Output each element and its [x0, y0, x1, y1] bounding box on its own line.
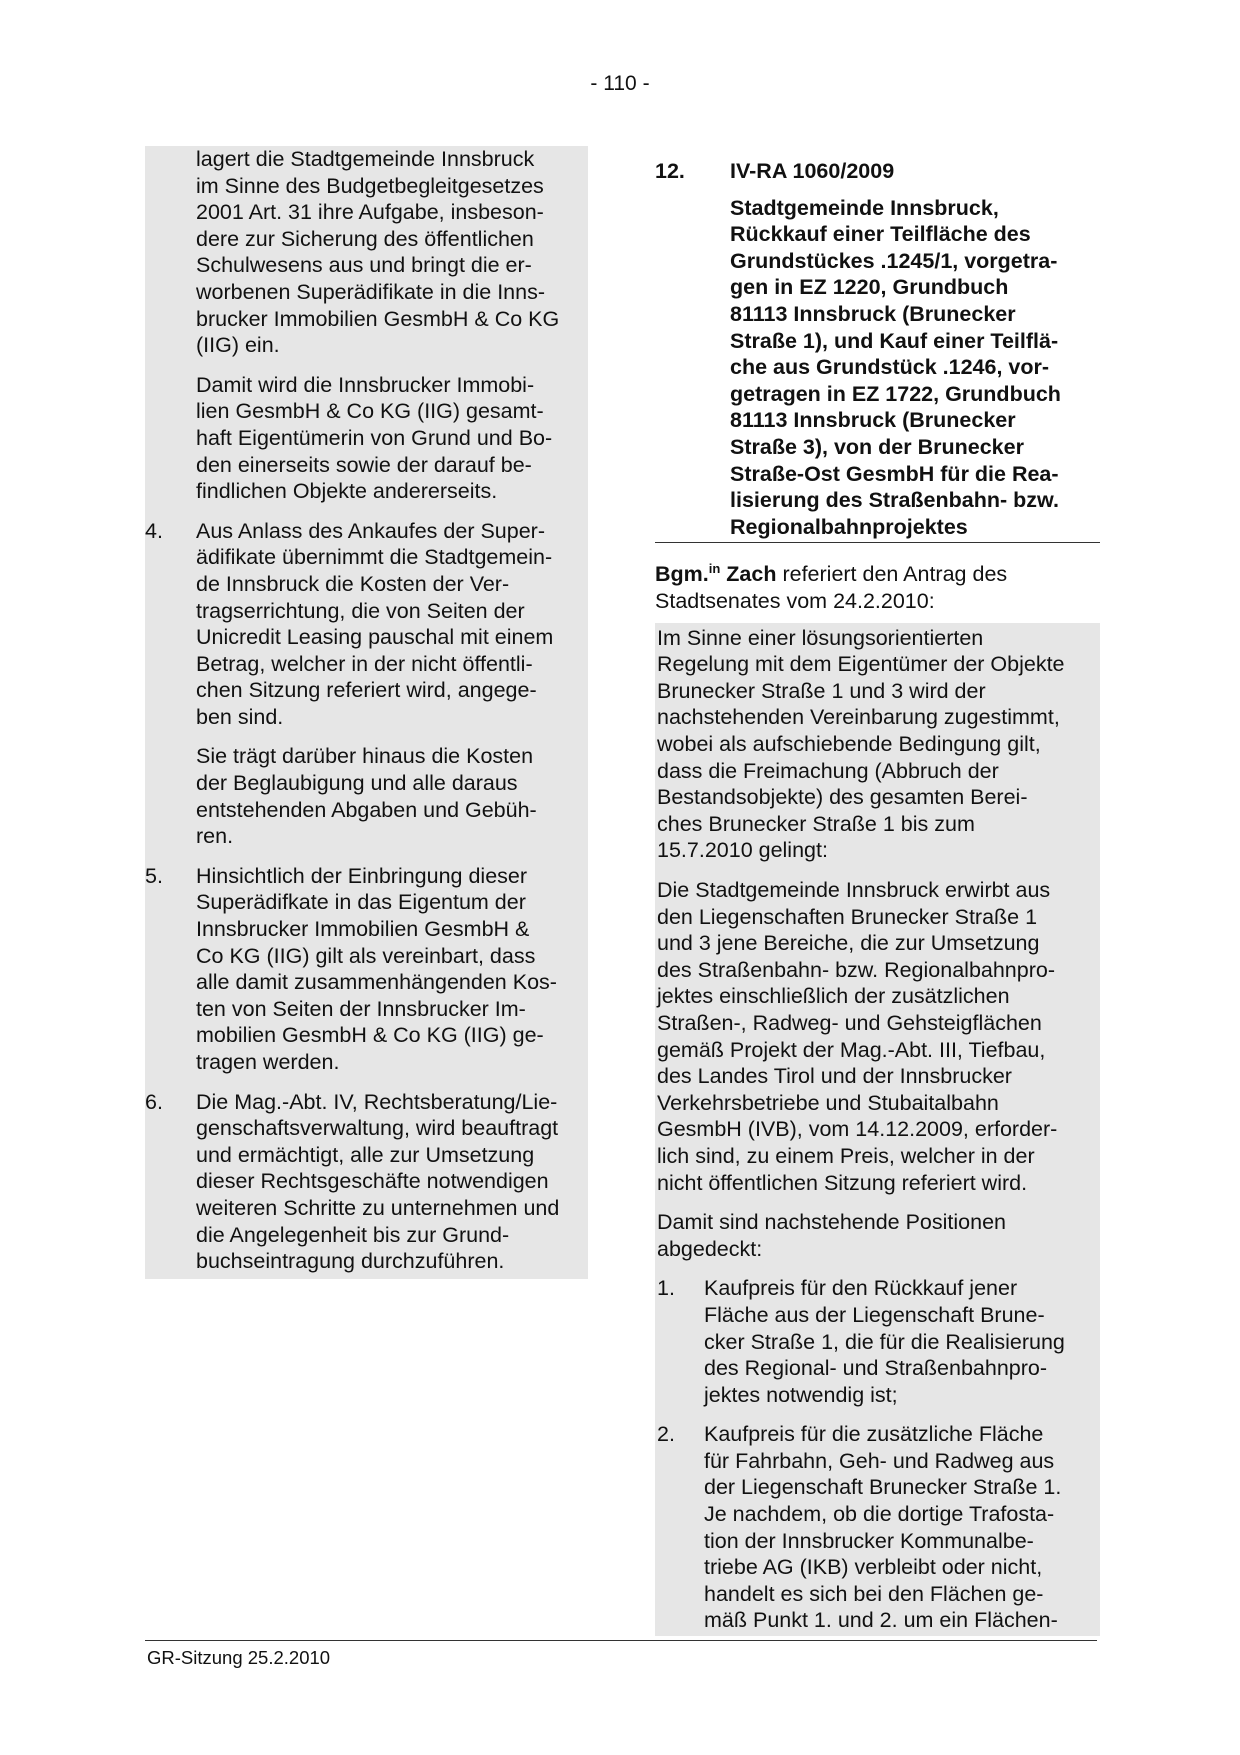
text-line: tion der Innsbrucker Kommunalbe-: [704, 1528, 1034, 1553]
text-line: ten von Seiten der Innsbrucker Im-: [196, 996, 526, 1021]
text-line: Superädifkate in das Eigentum der: [196, 890, 526, 915]
text-line: ädifikate übernimmt die Stadtgemein-: [196, 545, 553, 570]
text-line: der Liegenschaft Brunecker Straße 1.: [704, 1475, 1062, 1500]
title-line: lisierung des Straßenbahn- bzw.: [730, 488, 1059, 513]
agenda-title: [655, 195, 1100, 544]
text-line: Im Sinne einer lösungsorientierten: [657, 625, 984, 650]
list-item-number: 1.: [657, 1276, 675, 1301]
text-line: nicht öffentlichen Sitzung referiert wird.: [657, 1170, 1028, 1195]
text-line: tragen werden.: [196, 1050, 340, 1074]
text-line: des Straßenbahn- bzw. Regionalbahnpro-: [657, 957, 1056, 982]
text-line: und ermächtigt, alle zur Umsetzung: [196, 1142, 535, 1167]
text-line: Fläche aus der Liegenschaft Brune-: [704, 1302, 1045, 1327]
text-line: den einerseits sowie der darauf be-: [196, 452, 532, 477]
text-line: brucker Immobilien GesmbH & Co KG: [196, 306, 560, 331]
title-line: Grundstückes .1245/1, vorgetra-: [730, 248, 1058, 273]
text-line: buchseintragung durchzuführen.: [196, 1249, 505, 1274]
text-line: für Fahrbahn, Geh- und Radweg aus: [704, 1448, 1055, 1473]
text-line: nachstehenden Vereinbarung zugestimmt,: [657, 705, 1060, 730]
text-line: GesmbH (IVB), vom 14.12.2009, erforder-: [657, 1117, 1058, 1142]
motion-text: [655, 623, 1100, 1636]
list-item-text: [704, 1275, 1098, 1408]
text-line: worbenen Superädifikate in die Inns-: [196, 279, 545, 304]
motion-list-item: [657, 1421, 1098, 1634]
title-line: Rückkauf einer Teilfläche des: [730, 222, 1031, 247]
continuation-paragraph: [145, 372, 588, 505]
text-line: genschaftsverwaltung, wird beauftragt: [196, 1116, 559, 1141]
list-item-text: [196, 518, 588, 850]
agenda-number: 12.: [655, 159, 685, 183]
text-line: tragserrichtung, die von Seiten der: [196, 598, 525, 623]
list-item-5: [145, 863, 588, 1076]
text-line: Hinsichtlich der Einbringung dieser: [196, 863, 528, 888]
right-column: [655, 158, 1100, 1636]
text-line: ben sind.: [196, 704, 284, 729]
text-line: Regelung mit dem Eigentümer der Objekte: [657, 652, 1065, 677]
list-item-number: 6.: [145, 1089, 163, 1114]
text-line: Die Stadtgemeinde Innsbruck erwirbt aus: [657, 878, 1051, 902]
list-item-text: [704, 1421, 1098, 1634]
text-line: Betrag, welcher in der nicht öffentli-: [196, 651, 533, 676]
text-line: lien GesmbH & Co KG (IIG) gesamt-: [196, 399, 544, 424]
footer: GR-Sitzung 25.2.2010: [147, 1647, 331, 1668]
text-line: des Regional- und Straßenbahnpro-: [704, 1356, 1048, 1381]
motion-paragraph: [657, 625, 1098, 864]
text-line: mobilien GesmbH & Co KG (IIG) ge-: [196, 1023, 544, 1048]
text-line: Aus Anlass des Ankaufes der Super-: [196, 518, 545, 543]
text-line: im Sinne des Budgetbegleitgesetzes: [196, 173, 544, 198]
text-line: Unicredit Leasing pauschal mit einem: [196, 625, 554, 650]
text-line: Stadtsenates vom 24.2.2010:: [655, 589, 935, 614]
text-line: mäß Punkt 1. und 2. um ein Flächen-: [704, 1608, 1058, 1633]
left-column: [145, 146, 588, 1279]
text-line: jektes notwendig ist;: [704, 1382, 898, 1407]
text-line: triebe AG (IKB) verbleibt oder nicht,: [704, 1555, 1043, 1580]
list-item-number: 2.: [657, 1422, 675, 1447]
text-line: weiteren Schritte zu unternehmen und: [196, 1195, 560, 1220]
text-line: 2001 Art. 31 ihre Aufgabe, insbeson-: [196, 200, 544, 225]
title-line: Straße 1), und Kauf einer Teilflä-: [730, 328, 1059, 353]
title-line: Regionalbahnprojektes: [730, 514, 968, 539]
text-line: handelt es sich bei den Flächen ge-: [704, 1581, 1044, 1606]
text-line: 15.7.2010 gelingt:: [657, 838, 828, 863]
text-line: ren.: [196, 824, 234, 849]
title-line: che aus Grundstück .1246, vor-: [730, 355, 1050, 380]
text-line: dere zur Sicherung des öffentlichen: [196, 226, 534, 251]
text-line: Brunecker Straße 1 und 3 wird der: [657, 678, 986, 703]
text-line: Die Mag.-Abt. IV, Rechtsberatung/Lie-: [196, 1089, 558, 1114]
text-line: abgedeckt:: [657, 1236, 763, 1261]
title-line: 81113 Innsbruck (Brunecker: [730, 408, 1016, 433]
list-item-number: 5.: [145, 863, 163, 888]
text-line: dass die Freimachung (Abbruch der: [657, 758, 999, 783]
list-item-6: [145, 1089, 588, 1275]
agenda-code: IV-RA 1060/2009: [730, 159, 895, 183]
list-item-4: [145, 518, 588, 850]
text-line: gemäß Projekt der Mag.-Abt. III, Tiefbau,: [657, 1037, 1046, 1062]
text-line: de Innsbruck die Kosten der Ver-: [196, 571, 510, 596]
text-line: Innsbrucker Immobilien GesmbH &: [196, 917, 530, 942]
title-line: gen in EZ 1220, Grundbuch: [730, 275, 1009, 300]
speaker-line: Bgm.$^{in}$ Zach referiert den Antrag des Stadtsenates vom 24.2.2010:: [655, 556, 1100, 614]
text-line: der Beglaubigung und alle daraus: [196, 771, 518, 796]
text-line: chen Sitzung referiert wird, angege-: [196, 678, 537, 703]
list-item-number: 4.: [145, 518, 163, 543]
text-line: dieser Rechtsgeschäfte notwendigen: [196, 1169, 549, 1194]
text-line: Damit wird die Innsbrucker Immobi-: [196, 372, 535, 397]
text-line: lich sind, zu einem Preis, welcher in der: [657, 1143, 1035, 1168]
text-line: (IIG) ein.: [196, 333, 280, 358]
text-line: Kaufpreis für die zusätzliche Fläche: [704, 1422, 1044, 1447]
list-item-text: [196, 863, 588, 1076]
intro-paragraph: [145, 146, 588, 359]
text-line: jektes einschließlich der zusätzlichen: [657, 984, 1010, 1009]
text-line: Damit sind nachstehende Positionen: [657, 1210, 1006, 1235]
text-line: die Angelegenheit bis zur Grund-: [196, 1222, 510, 1247]
page-number: - 110 -: [590, 72, 650, 95]
motion-list-item: [657, 1275, 1098, 1408]
speaker-name: Bgm.$^{in}$ Zach: [655, 561, 777, 587]
list-item-text: [196, 1089, 588, 1275]
text-line: Bestandsobjekte) des gesamten Berei-: [657, 785, 1028, 810]
text-line: haft Eigentümerin von Grund und Bo-: [196, 425, 553, 450]
title-line: Straße 3), von der Brunecker: [730, 434, 1024, 459]
text-line: Straßen-, Radweg- und Gehsteigflächen: [657, 1010, 1042, 1035]
title-line: 81113 Innsbruck (Brunecker: [730, 301, 1016, 326]
text-line: Sie trägt darüber hinaus die Kosten: [196, 744, 534, 769]
text-line: Je nachdem, ob die dortige Trafosta-: [704, 1502, 1055, 1527]
text-line: lagert die Stadtgemeinde Innsbruck: [196, 147, 535, 171]
title-line: Stadtgemeinde Innsbruck,: [730, 195, 999, 220]
text-line: Verkehrsbetriebe und Stubaitalbahn: [657, 1090, 999, 1115]
title-line: getragen in EZ 1722, Grundbuch: [730, 381, 1061, 406]
text-line: und 3 jene Bereiche, die zur Umsetzung: [657, 931, 1040, 956]
motion-paragraph: [657, 877, 1098, 1196]
title-line: Straße-Ost GesmbH für die Rea-: [730, 461, 1059, 486]
text-line: des Landes Tirol und der Innsbrucker: [657, 1064, 1012, 1089]
text-line: alle damit zusammenhängenden Kos-: [196, 970, 557, 995]
text-line: wobei als aufschiebende Bedingung gilt,: [657, 732, 1041, 757]
text-line: Kaufpreis für den Rückkauf jener: [704, 1276, 1018, 1301]
text-line: Schulwesens aus und bringt die er-: [196, 253, 532, 278]
text-line: den Liegenschaften Brunecker Straße 1: [657, 904, 1038, 929]
text-line: entstehenden Abgaben und Gebüh-: [196, 797, 537, 822]
agenda-heading: [655, 158, 1100, 185]
text-line: cker Straße 1, die für die Realisierung: [704, 1329, 1065, 1354]
text-line: Co KG (IIG) gilt als vereinbart, dass: [196, 943, 536, 968]
footer-divider: [145, 1640, 1097, 1641]
text-line: ches Brunecker Straße 1 bis zum: [657, 811, 975, 836]
text-line: findlichen Objekte andererseits.: [196, 479, 498, 504]
motion-paragraph: [657, 1209, 1098, 1262]
